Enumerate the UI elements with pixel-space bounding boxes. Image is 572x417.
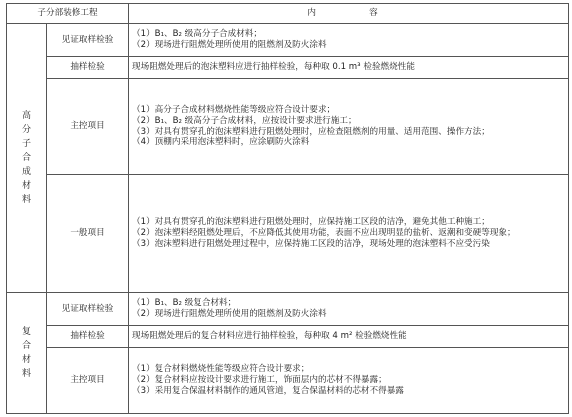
item-label: 见证取样检验 xyxy=(47,293,129,326)
content-cell xyxy=(129,293,569,326)
content-line: 现场阻燃处理后的复合材料应进行抽样检验，每种取 4 m² 检验燃烧性能 xyxy=(132,331,407,342)
table-row xyxy=(7,57,569,79)
header-row xyxy=(7,4,569,24)
table-row xyxy=(7,326,569,348)
content-cell xyxy=(129,175,569,293)
content-cell xyxy=(129,24,569,57)
item-label: 一般项目 xyxy=(47,175,129,293)
table-row xyxy=(7,348,569,414)
content-line: （1）B₁、B₂ 级高分子合成材料； xyxy=(132,29,263,40)
content-cell xyxy=(129,57,569,79)
content-line: （2）现场进行阻燃处理所使用的阻燃剂及防火涂料 xyxy=(132,40,327,50)
section-label-text: 高分子合成材料 xyxy=(21,111,31,205)
section-label xyxy=(7,24,47,293)
header-content: 内 容 xyxy=(129,4,569,24)
section-label xyxy=(7,293,47,414)
table-row xyxy=(7,24,569,57)
content-line: （3）泡沫塑料进行阻燃处理过程中，应保持施工区段的洁净，现场处理的泡沫塑料不应受污染 xyxy=(132,238,490,249)
table-row xyxy=(7,293,569,326)
content-line: （1）复合材料燃烧性能等级应符合设计要求； xyxy=(132,364,310,375)
acceptance-table xyxy=(6,3,569,414)
content-line: （2）现场进行阻燃处理所使用的阻燃剂及防火涂料 xyxy=(132,309,327,319)
content-line: （1）高分子合成材料燃烧性能等级应符合设计要求； xyxy=(132,105,336,116)
content-line: （3）采用复合保温材料制作的通风管道，复合保温材料的芯材不得暴露 xyxy=(132,385,404,396)
table-row xyxy=(7,79,569,175)
item-label: 抽样检验 xyxy=(47,326,129,348)
content-line: （3）对具有贯穿孔的泡沫塑料进行阻燃处理时，应检查阻燃剂的用量、适用范围、操作方法； xyxy=(132,126,490,137)
header-subdivision: 子分部装修工程 xyxy=(7,4,129,24)
content-cell xyxy=(129,348,569,414)
content-line: （2）复合材料应按设计要求进行施工，饰面层内的芯材不得暴露； xyxy=(132,375,387,386)
section-label-text: 复合材料 xyxy=(21,327,31,379)
item-label: 见证取样检验 xyxy=(47,24,129,57)
item-label: 主控项目 xyxy=(47,348,129,414)
content-cell xyxy=(129,326,569,348)
content-line: 现场阻燃处理后的泡沫塑料应进行抽样检验，每种取 0.1 m³ 检验燃烧性能 xyxy=(132,62,415,73)
content-line: （1）对具有贯穿孔的泡沫塑料进行阻燃处理时，应保持施工区段的洁净，避免其他工种施工； xyxy=(132,217,490,228)
item-label: 主控项目 xyxy=(47,79,129,175)
content-line: （4）顶棚内采用泡沫塑料时，应涂刷防火涂料 xyxy=(132,137,310,148)
content-line: （2）B₁、B₂ 级高分子合成材料，应按设计要求进行施工； xyxy=(132,115,357,126)
content-cell xyxy=(129,79,569,175)
item-label: 抽样检验 xyxy=(47,57,129,79)
content-line: （2）泡沫塑料经阻燃处理后，不应降低其使用功能，表面不应出现明显的盐析、返潮和变硬等现象； xyxy=(132,228,516,239)
content-line: （1）B₁、B₂ 级复合材料； xyxy=(132,298,237,309)
table-row xyxy=(7,175,569,293)
